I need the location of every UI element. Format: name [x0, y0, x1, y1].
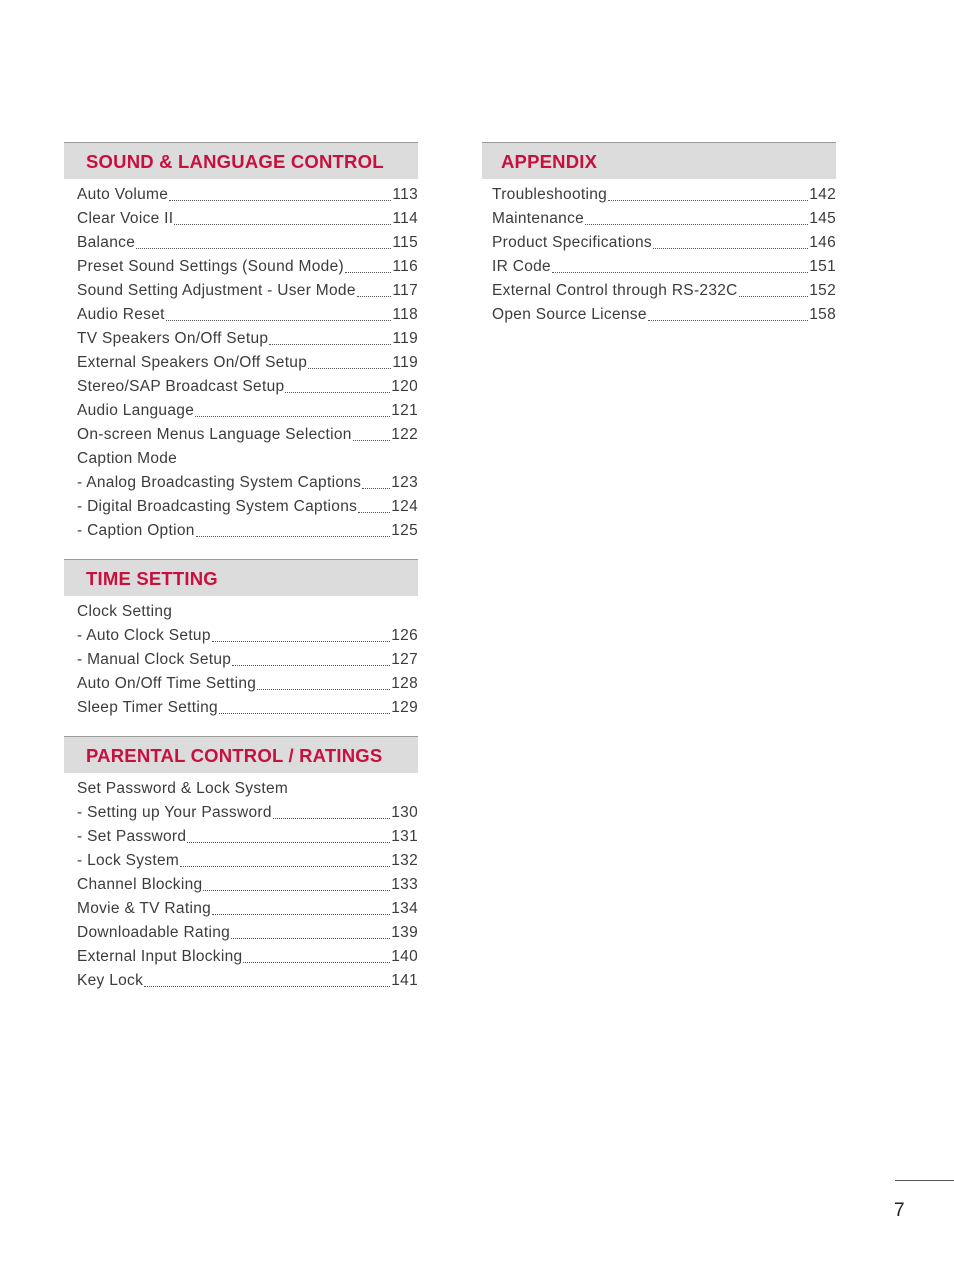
- toc-entry-page: 158: [809, 306, 836, 323]
- toc-entry: [77, 423, 418, 447]
- toc-entry: [77, 471, 418, 495]
- toc-entry: [77, 303, 418, 327]
- toc-entry-label: - Digital Broadcasting System Captions: [77, 498, 358, 515]
- toc-entry-page: 142: [809, 186, 836, 203]
- dot-leader: [136, 248, 391, 249]
- dot-leader: [243, 962, 390, 963]
- toc-entry-label: Sound Setting Adjustment - User Mode: [77, 282, 356, 299]
- toc-entry-label: IR Code: [492, 258, 551, 275]
- toc-entry: [77, 672, 418, 696]
- toc-entry-page: 124: [391, 498, 418, 515]
- dot-leader: [212, 641, 390, 642]
- toc-entry-label: - Lock System: [77, 852, 180, 869]
- toc-entry-label: Clear Voice II: [77, 210, 174, 227]
- dot-leader: [212, 914, 390, 915]
- toc-entry: [77, 519, 418, 543]
- toc-entry-page: 116: [392, 258, 418, 275]
- toc-entry-label: - Setting up Your Password: [77, 804, 272, 821]
- dot-leader: [308, 368, 391, 369]
- toc-entry-label: Audio Language: [77, 402, 195, 419]
- dot-leader: [166, 320, 392, 321]
- toc-entry: [77, 945, 418, 969]
- toc-entry: [77, 399, 418, 423]
- toc-entry-label: Caption Mode: [77, 450, 178, 467]
- toc-entry: [77, 648, 418, 672]
- toc-entry-label: Maintenance: [492, 210, 585, 227]
- toc-entry-list: [64, 179, 418, 547]
- toc-entry-page: 114: [392, 210, 418, 227]
- toc-entry-page: 119: [392, 330, 418, 347]
- section-title: SOUND & LANGUAGE CONTROL: [86, 151, 384, 172]
- toc-entry: [77, 921, 418, 945]
- dot-leader: [353, 440, 391, 441]
- toc-entry: [77, 375, 418, 399]
- toc-entry: [77, 825, 418, 849]
- toc-entry-label: Product Specifications: [492, 234, 652, 251]
- toc-entry: [77, 849, 418, 873]
- toc-entry-label: - Caption Option: [77, 522, 195, 539]
- toc-entry-label: Open Source License: [492, 306, 647, 323]
- toc-entry: [77, 255, 418, 279]
- page-number-rule: [895, 1180, 954, 1181]
- toc-entry: [492, 207, 836, 231]
- toc-entry-page: 125: [391, 522, 418, 539]
- toc-entry-list: [64, 596, 418, 724]
- toc-entry-label: External Input Blocking: [77, 948, 243, 965]
- toc-entry: [77, 447, 418, 471]
- section-header: [64, 736, 418, 773]
- toc-entry-page: 130: [391, 804, 418, 821]
- dot-leader: [358, 512, 390, 513]
- toc-entry-page: 132: [391, 852, 418, 869]
- toc-entry-page: 131: [391, 828, 418, 845]
- toc-entry-label: Movie & TV Rating: [77, 900, 212, 917]
- toc-entry-label: Downloadable Rating: [77, 924, 231, 941]
- toc-left-column: [64, 142, 418, 1009]
- toc-entry-page: 129: [391, 699, 418, 716]
- dot-leader: [285, 392, 390, 393]
- toc-entry: [77, 777, 418, 801]
- page-number: 7: [894, 1200, 905, 1221]
- toc-entry: [77, 600, 418, 624]
- toc-entry: [77, 897, 418, 921]
- toc-entry: [77, 696, 418, 720]
- toc-entry: [77, 207, 418, 231]
- dot-leader: [585, 224, 808, 225]
- toc-entry: [77, 873, 418, 897]
- section-title: APPENDIX: [501, 151, 598, 172]
- toc-entry-label: Channel Blocking: [77, 876, 203, 893]
- toc-entry-list: [64, 773, 418, 997]
- toc-section-time-setting: [64, 559, 418, 724]
- toc-entry-label: Balance: [77, 234, 136, 251]
- toc-entry-label: Set Password & Lock System: [77, 780, 289, 797]
- toc-entry: [77, 183, 418, 207]
- toc-entry-list: [482, 179, 836, 331]
- toc-entry-label: Stereo/SAP Broadcast Setup: [77, 378, 285, 395]
- toc-entry-page: 139: [391, 924, 418, 941]
- toc-entry: [77, 801, 418, 825]
- toc-entry-label: - Manual Clock Setup: [77, 651, 232, 668]
- dot-leader: [169, 200, 391, 201]
- toc-entry: [77, 495, 418, 519]
- dot-leader: [648, 320, 808, 321]
- toc-entry-page: 133: [391, 876, 418, 893]
- dot-leader: [653, 248, 808, 249]
- dot-leader: [552, 272, 808, 273]
- toc-entry-label: External Control through RS-232C: [492, 282, 738, 299]
- toc-entry-label: Troubleshooting: [492, 186, 608, 203]
- dot-leader: [345, 272, 391, 273]
- toc-section-sound-language-control: [64, 142, 418, 547]
- toc-entry: [77, 327, 418, 351]
- section-header: [64, 142, 418, 179]
- dot-leader: [362, 488, 390, 489]
- toc-entry-page: 146: [809, 234, 836, 251]
- toc-section-appendix: [482, 142, 836, 331]
- toc-entry: [492, 231, 836, 255]
- dot-leader: [257, 689, 390, 690]
- toc-entry: [77, 624, 418, 648]
- toc-entry-page: 141: [391, 972, 418, 989]
- section-title: TIME SETTING: [86, 568, 218, 589]
- toc-entry-label: TV Speakers On/Off Setup: [77, 330, 269, 347]
- toc-entry-page: 152: [809, 282, 836, 299]
- toc-entry-label: Auto Volume: [77, 186, 169, 203]
- toc-entry-page: 113: [392, 186, 418, 203]
- toc-entry: [77, 279, 418, 303]
- toc-entry-label: - Auto Clock Setup: [77, 627, 211, 644]
- toc-entry-page: 117: [392, 282, 418, 299]
- toc-entry-page: 140: [391, 948, 418, 965]
- toc-entry-label: Auto On/Off Time Setting: [77, 675, 257, 692]
- toc-entry: [492, 303, 836, 327]
- toc-entry-page: 121: [391, 402, 418, 419]
- dot-leader: [357, 296, 392, 297]
- dot-leader: [269, 344, 391, 345]
- toc-entry-label: - Set Password: [77, 828, 187, 845]
- dot-leader: [174, 224, 391, 225]
- dot-leader: [203, 890, 390, 891]
- toc-entry-page: 122: [391, 426, 418, 443]
- dot-leader: [608, 200, 808, 201]
- toc-entry-page: 145: [809, 210, 836, 227]
- toc-entry: [77, 351, 418, 375]
- section-header: [482, 142, 836, 179]
- section-title: PARENTAL CONTROL / RATINGS: [86, 745, 383, 766]
- toc-entry-page: 123: [391, 474, 418, 491]
- toc-entry-page: 115: [392, 234, 418, 251]
- toc-entry-label: Preset Sound Settings (Sound Mode): [77, 258, 344, 275]
- toc-entry-label: - Analog Broadcasting System Captions: [77, 474, 362, 491]
- toc-entry: [77, 969, 418, 993]
- toc-entry-page: 127: [391, 651, 418, 668]
- dot-leader: [144, 986, 390, 987]
- dot-leader: [232, 665, 390, 666]
- dot-leader: [180, 866, 390, 867]
- dot-leader: [219, 713, 390, 714]
- toc-entry: [492, 183, 836, 207]
- toc-entry-label: Audio Reset: [77, 306, 165, 323]
- dot-leader: [231, 938, 390, 939]
- toc-section-parental-control-ratings: [64, 736, 418, 997]
- toc-entry: [77, 231, 418, 255]
- dot-leader: [273, 818, 390, 819]
- toc-entry-label: Sleep Timer Setting: [77, 699, 218, 716]
- toc-entry-page: 119: [392, 354, 418, 371]
- dot-leader: [187, 842, 390, 843]
- toc-entry-label: Clock Setting: [77, 603, 173, 620]
- dot-leader: [195, 416, 390, 417]
- toc-right-column: [482, 142, 836, 343]
- toc-entry-label: Key Lock: [77, 972, 144, 989]
- toc-entry-page: 134: [391, 900, 418, 917]
- toc-entry-page: 118: [392, 306, 418, 323]
- toc-entry-page: 128: [391, 675, 418, 692]
- toc-entry-page: 126: [391, 627, 418, 644]
- toc-entry-page: 151: [809, 258, 836, 275]
- toc-entry: [492, 255, 836, 279]
- dot-leader: [739, 296, 809, 297]
- toc-entry-label: External Speakers On/Off Setup: [77, 354, 308, 371]
- toc-entry-page: 120: [391, 378, 418, 395]
- toc-entry: [492, 279, 836, 303]
- toc-entry-label: On-screen Menus Language Selection: [77, 426, 352, 443]
- dot-leader: [196, 536, 391, 537]
- section-header: [64, 559, 418, 596]
